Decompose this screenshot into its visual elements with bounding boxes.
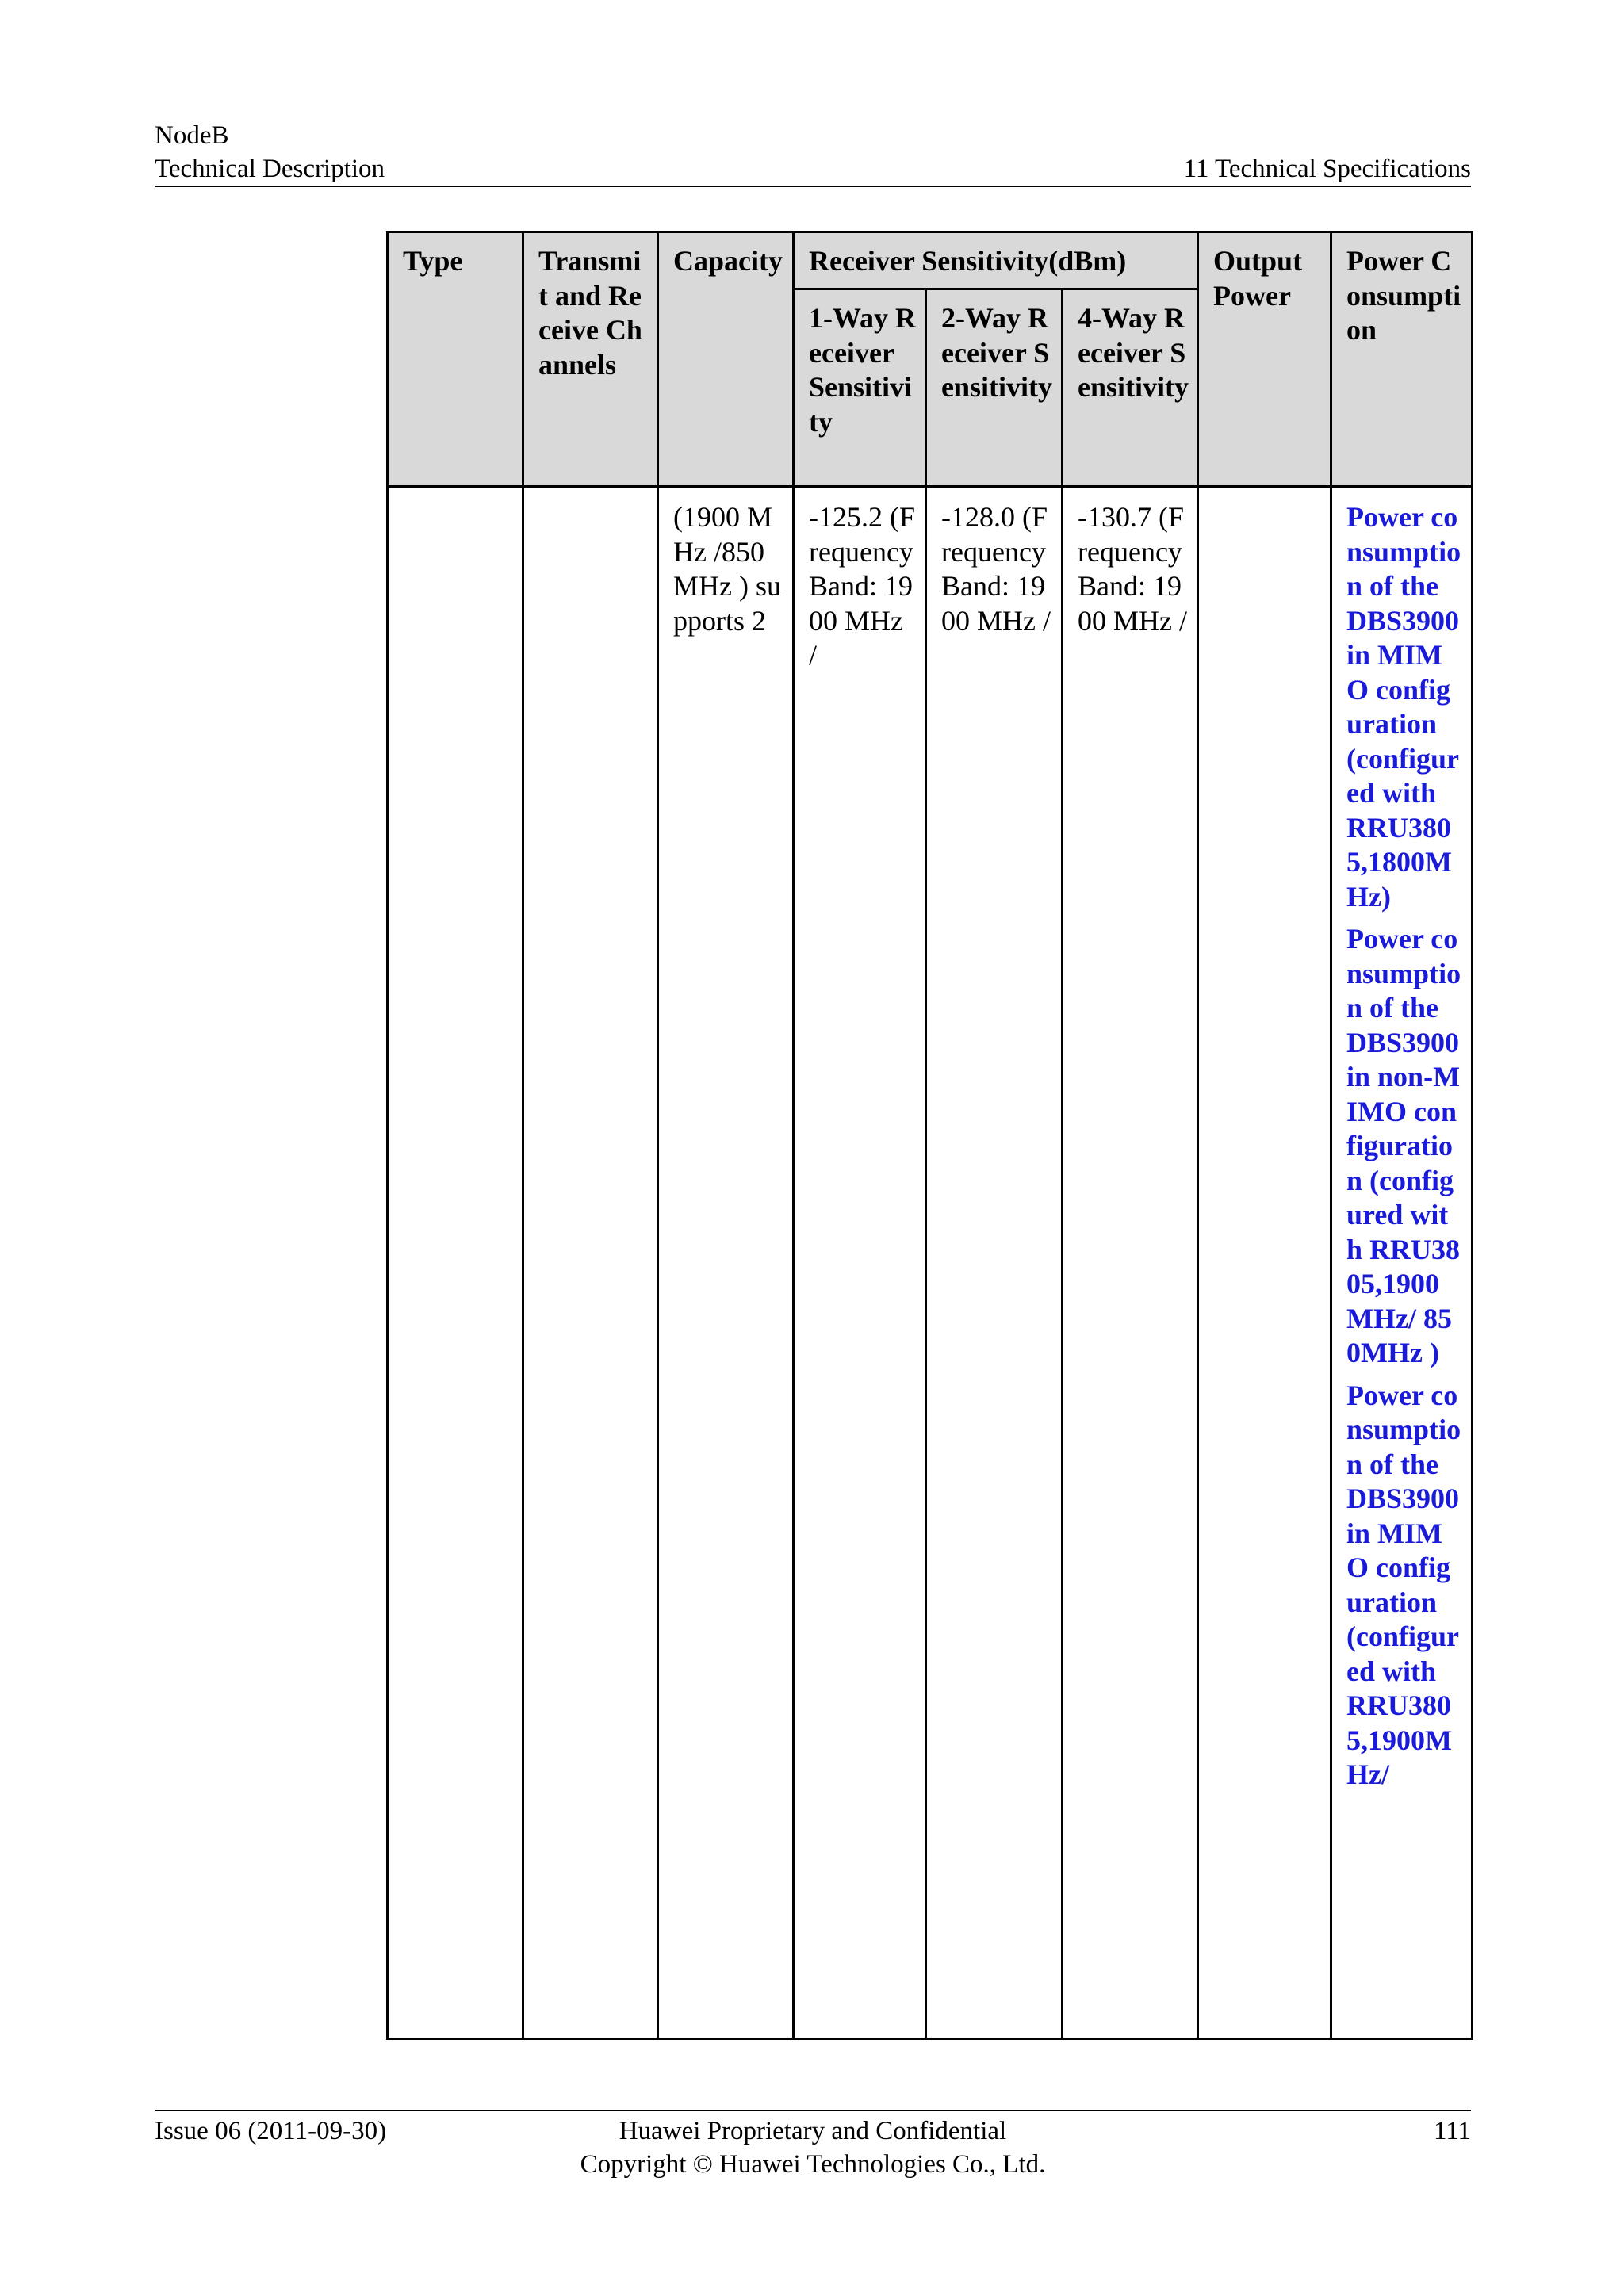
cell-capacity: (1900 MHz /850 MHz ) supports 2 <box>658 487 794 2039</box>
footer-page-number: 111 <box>1433 2117 1471 2145</box>
power-consumption-link-non-mimo-1900-850[interactable]: Power consumption of the DBS3900 in non-MIMO configuration (configured with RRU3805,1900MHz/ 850MHz ) <box>1346 923 1461 1368</box>
footer-proprietary: Huawei Proprietary and Confidential <box>619 2117 1007 2145</box>
power-consumption-link-mimo-1800[interactable]: Power consumption of the DBS3900 in MIMO configuration (configured with RRU3805,1800MHz) <box>1346 501 1461 913</box>
th-2-way: 2-Way Receiver Sensitivity <box>926 289 1063 487</box>
cell-2-way: -128.0 (Frequency Band: 1900 MHz / <box>926 487 1063 2039</box>
th-power-consumption: Power Consumption <box>1331 232 1473 487</box>
th-capacity: Capacity <box>658 232 794 487</box>
footer-copyright: Copyright © Huawei Technologies Co., Ltd. <box>580 2150 1046 2179</box>
cell-type <box>388 487 523 2039</box>
footer-issue: Issue 06 (2011-09-30) <box>155 2117 387 2145</box>
cell-output-power <box>1198 487 1331 2039</box>
th-channels: Transmit and Receive Channels <box>523 232 658 487</box>
th-type: Type <box>388 232 523 487</box>
power-consumption-link-mimo-1900[interactable]: Power consumption of the DBS3900 in MIMO configuration (configured with RRU3805,1900MHz/ <box>1346 1379 1461 1790</box>
footer-center <box>155 2114 1471 2181</box>
cell-1-way: -125.2 (Frequency Band: 1900 MHz / <box>794 487 926 2039</box>
page-footer <box>155 2110 1471 2179</box>
cell-channels <box>523 487 658 2039</box>
header-chapter: 11 Technical Specifications <box>1183 155 1471 183</box>
spec-table <box>386 231 1473 2040</box>
cell-4-way: -130.7 (Frequency Band: 1900 MHz / <box>1063 487 1198 2039</box>
th-4-way: 4-Way Receiver Sensitivity <box>1063 289 1198 487</box>
th-receiver-sensitivity: Receiver Sensitivity(dBm) <box>794 232 1198 289</box>
table-row <box>388 487 1473 2039</box>
th-output-power: Output Power <box>1198 232 1331 487</box>
cell-power-consumption <box>1331 487 1473 2039</box>
page-header <box>155 117 1471 187</box>
th-1-way: 1-Way Receiver Sensitivity <box>794 289 926 487</box>
header-product: NodeB <box>155 121 229 150</box>
header-left <box>155 119 385 186</box>
header-document: Technical Description <box>155 155 385 183</box>
